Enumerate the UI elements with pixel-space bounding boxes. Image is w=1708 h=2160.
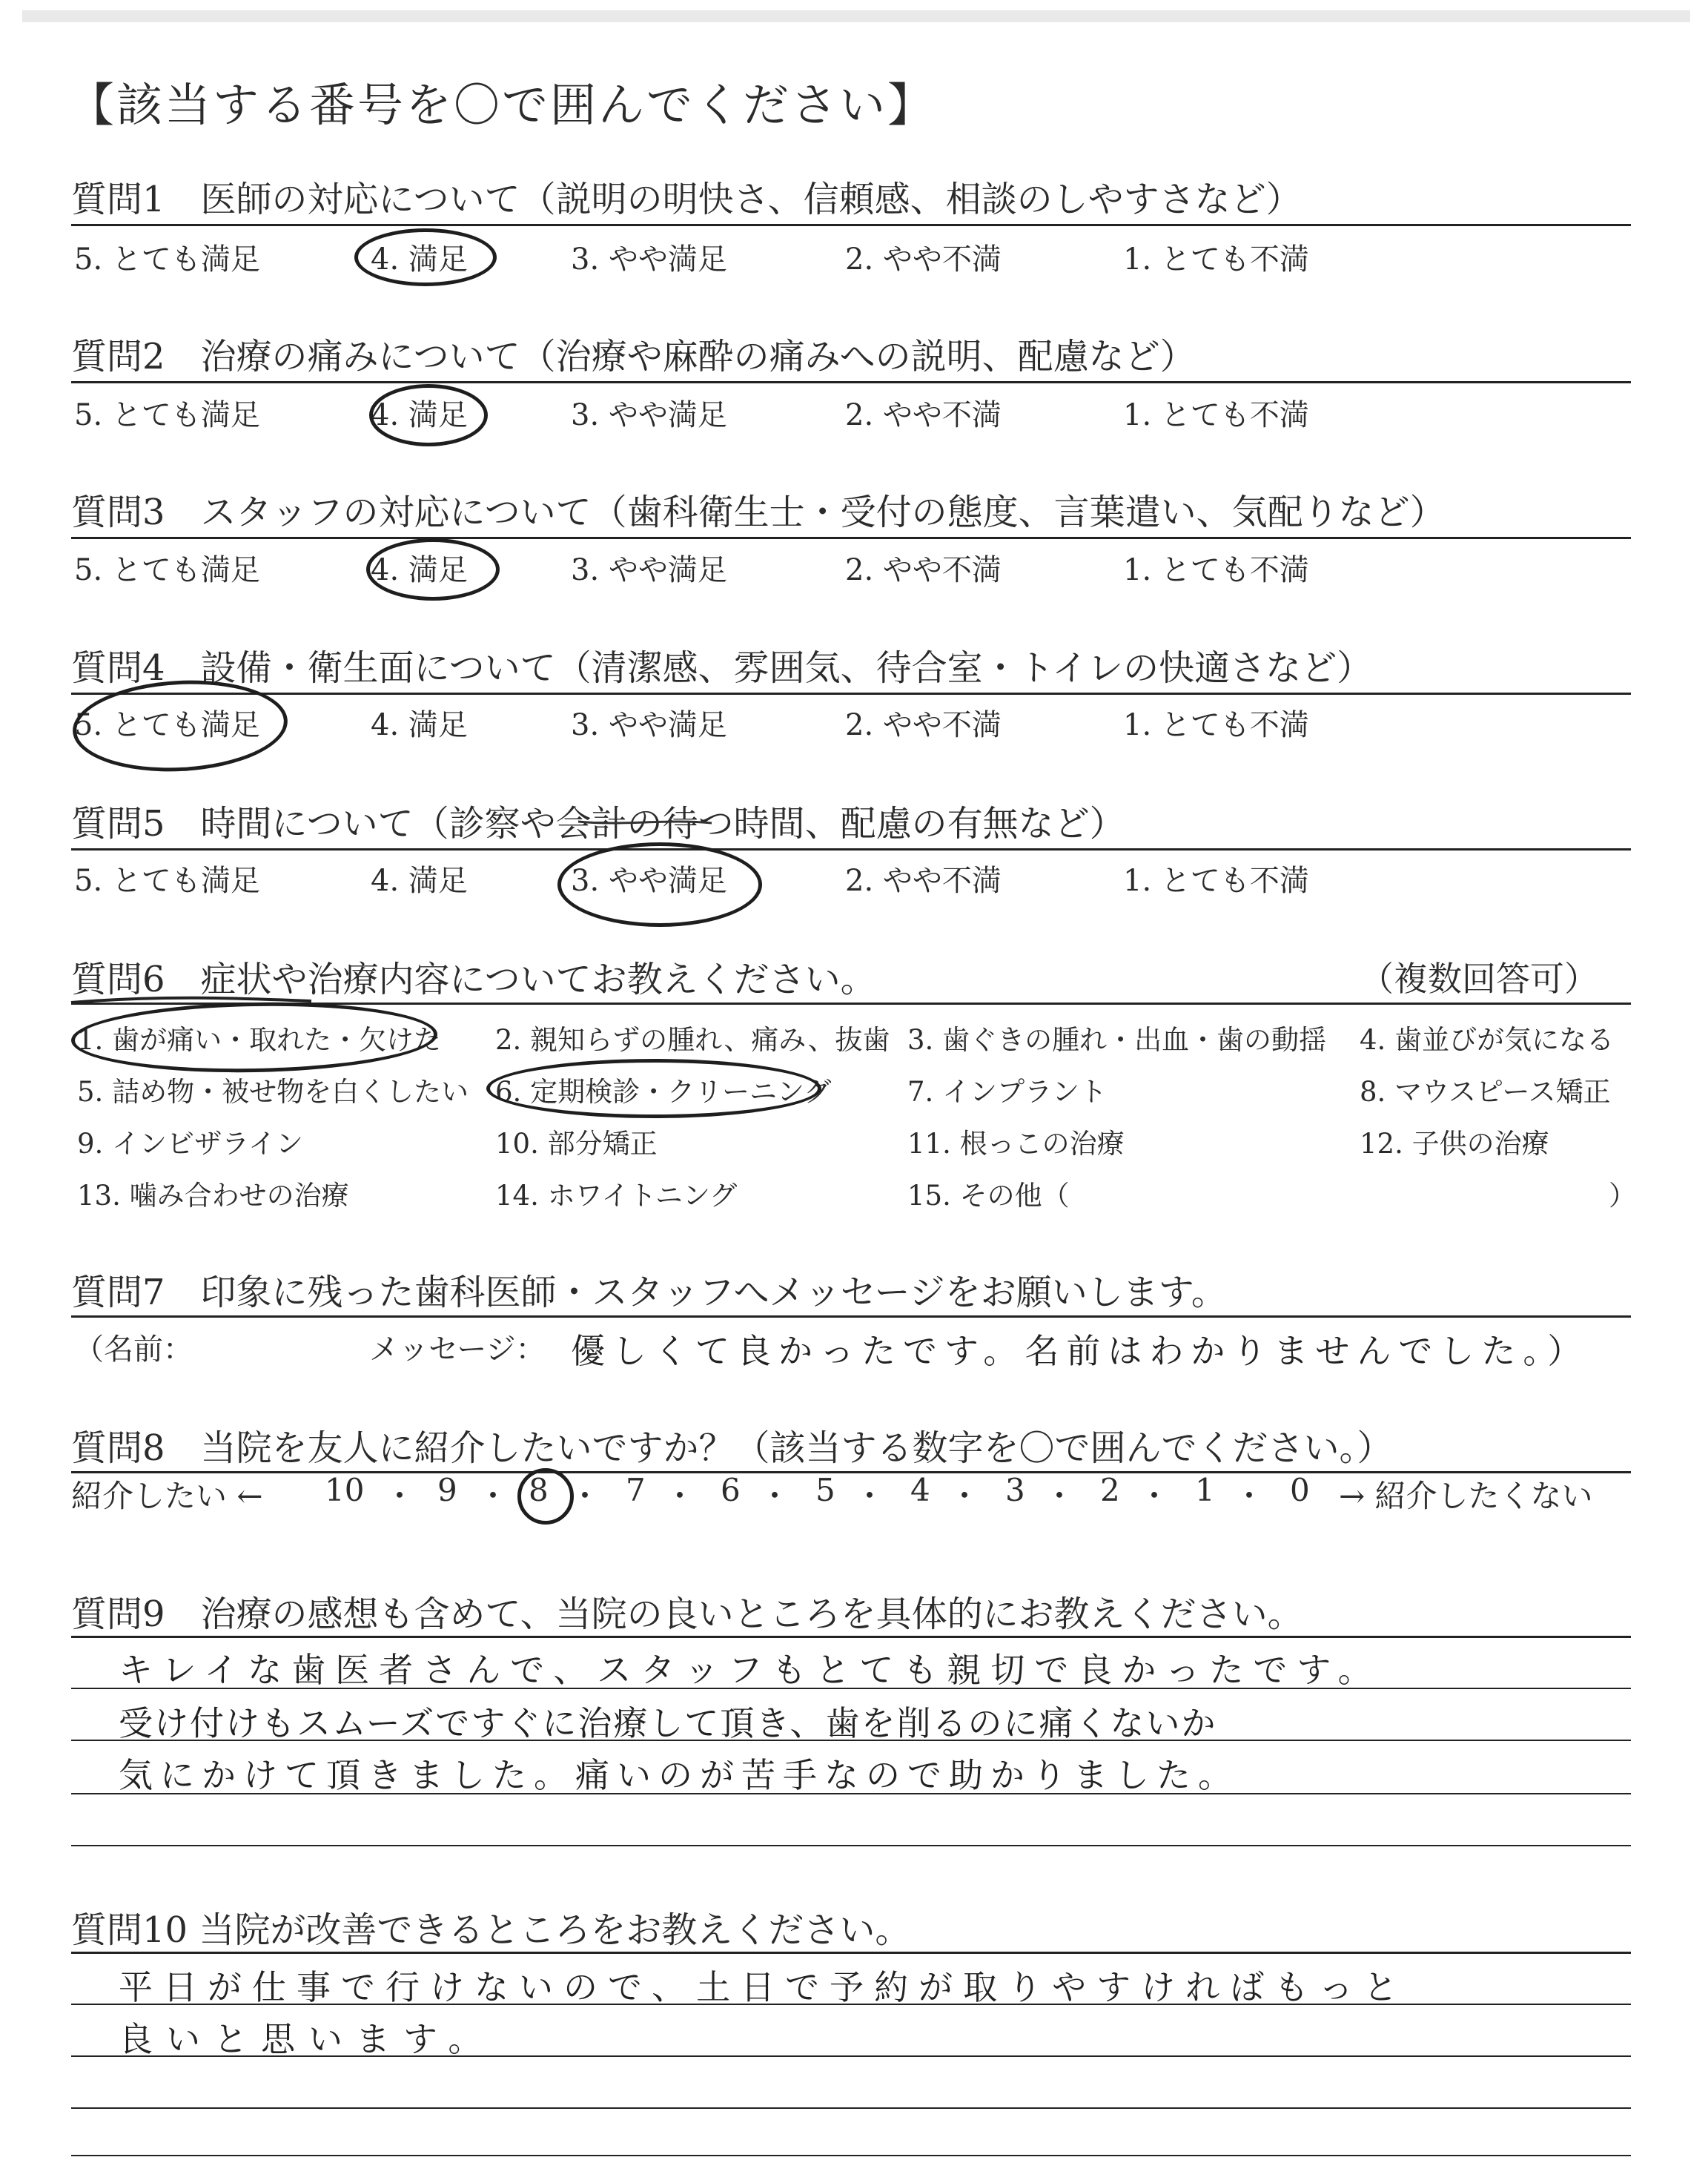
scale-number-0[interactable]: 0: [1290, 1472, 1310, 1508]
question-3-title: 質問3 スタッフの対応について（歯科衛生士・受付の態度、言葉遣い、気配りなど）: [71, 492, 1446, 533]
question-7-title: 質問7 印象に残った歯科医師・スタッフへメッセージをお願いします。: [71, 1272, 1227, 1313]
scale-number-4[interactable]: 4: [910, 1472, 930, 1508]
q6-choice-9[interactable]: 9. インビザライン: [77, 1128, 303, 1160]
scale-dot: ・: [854, 1478, 886, 1514]
q4-option-3[interactable]: 3. やや満足: [571, 708, 727, 742]
scale-dot: ・: [949, 1478, 981, 1514]
q5-option-3[interactable]: 3. やや満足: [571, 864, 727, 898]
q6-choice-13[interactable]: 13. 噛み合わせの治療: [77, 1180, 349, 1212]
q6-choice-14[interactable]: 14. ホワイトニング: [495, 1180, 738, 1212]
q3-option-2[interactable]: 2. やや不満: [845, 553, 1002, 587]
divider: [71, 537, 1631, 539]
q2-option-5[interactable]: 5. とても満足: [74, 398, 260, 432]
handwritten-message: 優しくて良かったです。名前はわかりませんでした。）: [571, 1331, 1589, 1371]
scale-number-1[interactable]: 1: [1195, 1472, 1215, 1508]
q6-choice-4[interactable]: 4. 歯並びが気になる: [1360, 1024, 1615, 1056]
q2-option-2[interactable]: 2. やや不満: [845, 398, 1002, 432]
selection-circle-q3: [366, 538, 500, 601]
q6-choice-10[interactable]: 10. 部分矯正: [495, 1128, 658, 1160]
q1-option-3[interactable]: 3. やや満足: [571, 242, 727, 277]
q4-option-1[interactable]: 1. とても不満: [1123, 708, 1309, 742]
selection-circle-q6-1: [70, 1000, 438, 1076]
q5-option-5[interactable]: 5. とても満足: [74, 864, 260, 898]
q1-option-2[interactable]: 2. やや不満: [845, 242, 1002, 277]
top-edge: [22, 10, 1690, 22]
q2-option-4[interactable]: 4. 満足: [371, 398, 468, 432]
name-label: （名前：: [74, 1332, 193, 1367]
q9-answer-line-3: 気にかけて頂きました。痛いのが苦手なので助かりました。: [119, 1755, 1239, 1795]
q1-option-5[interactable]: 5. とても満足: [74, 242, 260, 277]
scale-dot: ・: [477, 1478, 509, 1514]
q6-choice-7[interactable]: 7. インプラント: [907, 1076, 1108, 1108]
scale-number-9[interactable]: 9: [437, 1472, 457, 1508]
q3-option-3[interactable]: 3. やや満足: [571, 553, 727, 587]
q5-option-2[interactable]: 2. やや不満: [845, 864, 1002, 898]
scale-number-2[interactable]: 2: [1100, 1472, 1120, 1508]
divider: [71, 1315, 1631, 1318]
selection-circle-q4: [70, 675, 290, 776]
question-2-title: 質問2 治療の痛みについて（治療や麻酔の痛みへの説明、配慮など）: [71, 336, 1196, 377]
selection-circle-q6-6: [486, 1059, 821, 1118]
q6-choice-8[interactable]: 8. マウスピース矯正: [1360, 1076, 1611, 1108]
question-6-title: 質問6 症状や治療内容についてお教えください。: [71, 959, 876, 1000]
page-title: 【該当する番号を〇で囲んでください】: [68, 78, 936, 132]
q6-choice-1[interactable]: 1. 歯が痛い・取れた・欠けた: [77, 1024, 442, 1056]
divider: [71, 848, 1631, 851]
answer-line: [71, 1952, 1631, 1954]
scale-number-7[interactable]: 7: [626, 1472, 646, 1508]
multiple-answers-note: （複数回答可）: [1360, 959, 1598, 999]
selection-circle-q2: [369, 384, 488, 446]
divider: [71, 693, 1631, 695]
selection-circle-q1: [354, 228, 497, 286]
q5-option-4[interactable]: 4. 満足: [371, 864, 468, 898]
q3-option-1[interactable]: 1. とても不満: [1123, 553, 1309, 587]
divider: [71, 224, 1631, 226]
answer-line: [71, 1845, 1631, 1846]
answer-line: [71, 2107, 1631, 2109]
q10-answer-line-1: 平日が仕事で行けないので、土日で予約が取りやすければもっと: [119, 1967, 1409, 2007]
message-label: メッセージ：: [369, 1332, 546, 1367]
question-1-title: 質問1 医師の対応について（説明の明快さ、信頼感、相談のしやすさなど）: [71, 179, 1302, 220]
scale-dot: ・: [759, 1478, 791, 1514]
scale-number-8[interactable]: 8: [529, 1472, 549, 1508]
selection-circle-q5: [557, 842, 762, 927]
q4-option-4[interactable]: 4. 満足: [371, 708, 468, 742]
q6-choice-2[interactable]: 2. 親知らずの腫れ、痛み、抜歯: [495, 1024, 890, 1056]
q4-option-2[interactable]: 2. やや不満: [845, 708, 1002, 742]
scale-dot: ・: [384, 1478, 416, 1514]
scale-right-label: → 紹介したくない: [1339, 1478, 1593, 1514]
q5-option-1[interactable]: 1. とても不満: [1123, 864, 1309, 898]
q3-option-4[interactable]: 4. 満足: [371, 553, 468, 587]
q2-option-3[interactable]: 3. やや満足: [571, 398, 727, 432]
question-8-title: 質問8 当院を友人に紹介したいですか？（該当する数字を〇で囲んでください。）: [71, 1427, 1393, 1469]
q10-answer-line-2: 良いと思います。: [119, 2019, 496, 2059]
q1-option-4[interactable]: 4. 満足: [371, 242, 468, 277]
scale-left-label: 紹介したい ←: [71, 1478, 263, 1514]
scale-number-6[interactable]: 6: [721, 1472, 741, 1508]
scale-dot: ・: [569, 1478, 601, 1514]
question-4-title: 質問4 設備・衛生面について（清潔感、雰囲気、待合室・トイレの快適さなど）: [71, 647, 1373, 689]
q1-option-1[interactable]: 1. とても不満: [1123, 242, 1309, 277]
divider: [71, 381, 1631, 383]
q6-choice-6[interactable]: 6. 定期検診・クリーニング: [495, 1076, 832, 1108]
q6-choice-15[interactable]: 15. その他（: [907, 1180, 1070, 1212]
q6-choice-11[interactable]: 11. 根っこの治療: [907, 1128, 1125, 1160]
scale-dot: ・: [1139, 1478, 1171, 1514]
q6-choice-5[interactable]: 5. 詰め物・被せ物を白くしたい: [77, 1076, 469, 1108]
scale-dot: ・: [1044, 1478, 1076, 1514]
q4-option-5[interactable]: 5. とても満足: [74, 708, 260, 742]
question-9-title: 質問9 治療の感想も含めて、当院の良いところを具体的にお教えください。: [71, 1593, 1303, 1635]
scale-dot: ・: [1234, 1478, 1265, 1514]
q9-answer-line-1: キレイな歯医者さんで、スタッフもとても親切で良かったです。: [119, 1650, 1382, 1690]
scale-number-3[interactable]: 3: [1005, 1472, 1025, 1508]
recommend-scale: [71, 1472, 1635, 1516]
q6-choice-12[interactable]: 12. 子供の治療: [1360, 1128, 1549, 1160]
scale-dot: ・: [664, 1478, 696, 1514]
q9-answer-line-2: 受け付けもスムーズですぐに治療して頂き、歯を削るのに痛くないか: [119, 1703, 1217, 1743]
q6-choice-3[interactable]: 3. 歯ぐきの腫れ・出血・歯の動揺: [907, 1024, 1327, 1056]
answer-line: [71, 2155, 1631, 2156]
selection-circle-q8-8: [517, 1468, 574, 1525]
scale-number-10[interactable]: 10: [325, 1472, 365, 1508]
scale-number-5[interactable]: 5: [815, 1472, 835, 1508]
question-10-title: 質問10 当院が改善できるところをお教えください。: [71, 1909, 911, 1951]
q3-option-5[interactable]: 5. とても満足: [74, 553, 260, 587]
answer-line: [71, 1636, 1631, 1638]
q6-other-close-paren: ）: [1609, 1180, 1636, 1212]
question-5-title: 質問5 時間について（診察や会計の待つ時間、配慮の有無など）: [71, 803, 1125, 845]
q2-option-1[interactable]: 1. とても不満: [1123, 398, 1309, 432]
